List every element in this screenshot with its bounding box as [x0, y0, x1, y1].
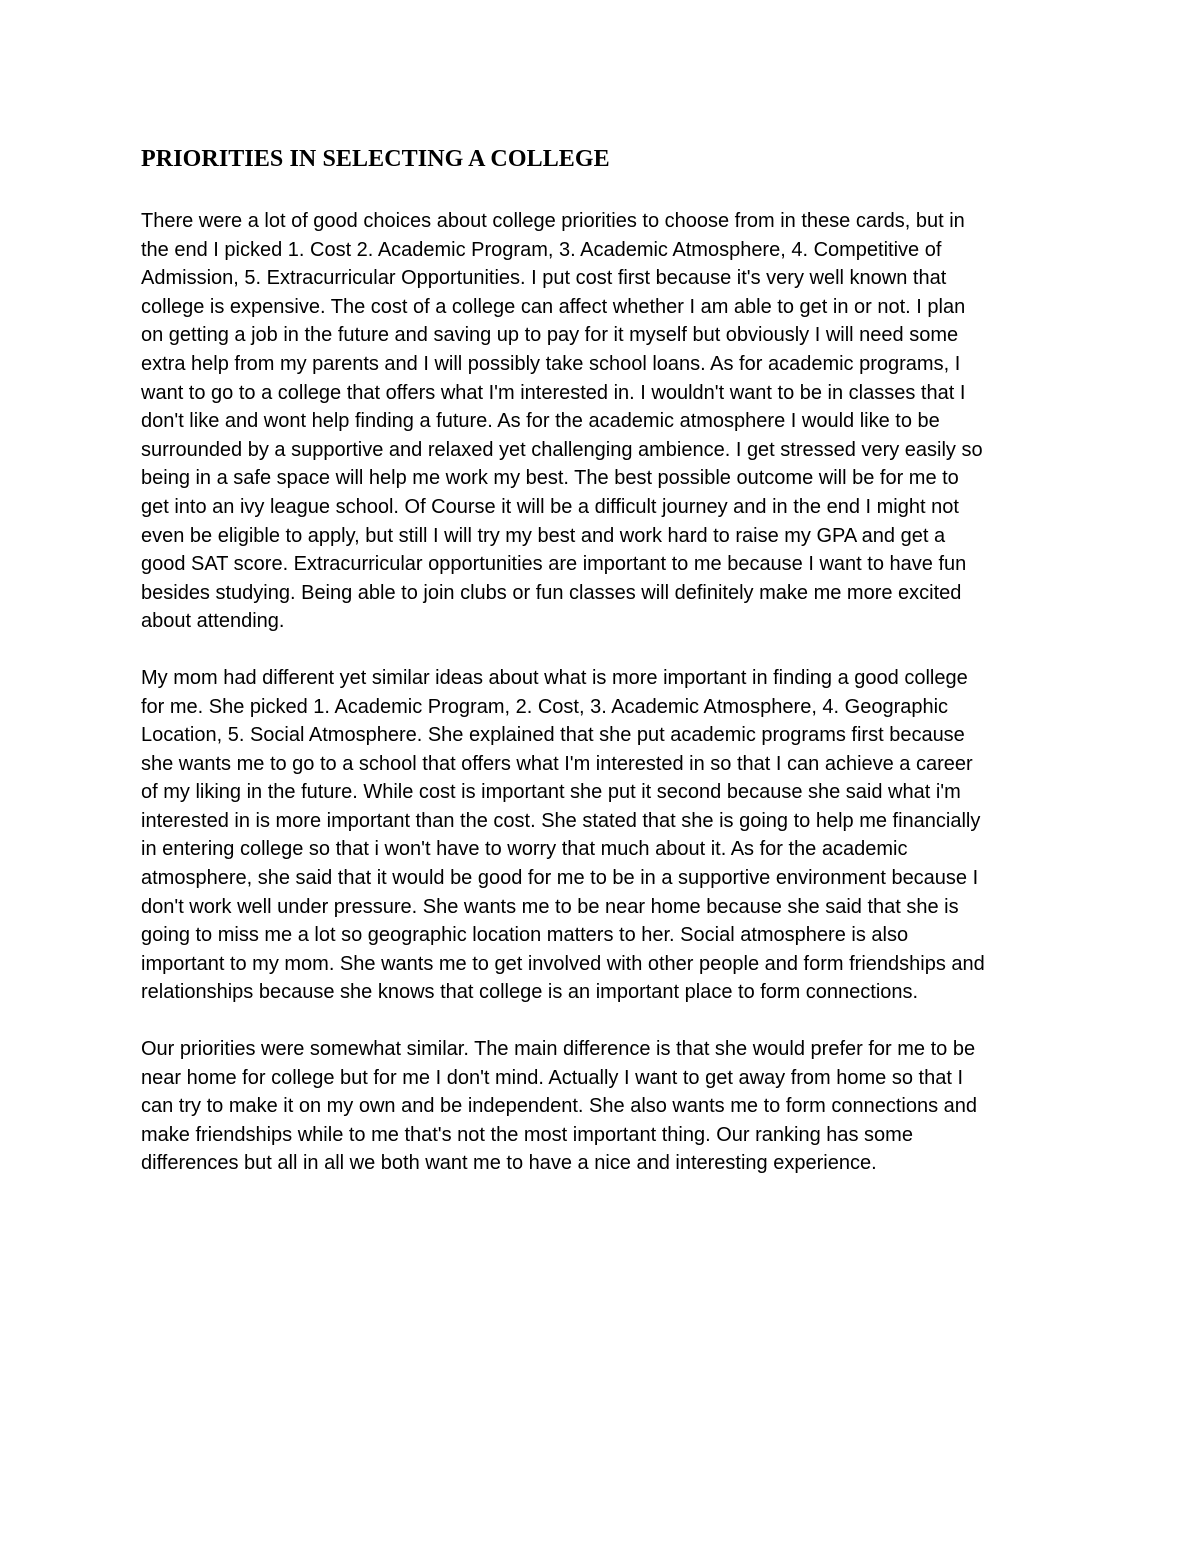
paragraph-line: college is expensive. The cost of a college can affect whether I am able to get in or not. I plan: [141, 295, 966, 318]
paragraph-line: even be eligible to apply, but still I will try my best and work hard to raise my GPA and get a: [141, 524, 946, 547]
paragraph-line: about attending.: [141, 610, 285, 633]
paragraph-line: want to go to a college that offers what I'm interested in. I wouldn't want to be in classes that I: [141, 381, 966, 404]
document-title: PRIORITIES IN SELECTING A COLLEGE: [141, 146, 610, 172]
paragraph-line: Location, 5. Social Atmosphere. She explained that she put academic programs first because: [141, 724, 965, 747]
paragraph-line: make friendships while to me that's not the most important thing. Our ranking has some: [141, 1123, 913, 1146]
paragraph-line: relationships because she knows that college is an important place to form connections.: [141, 981, 919, 1004]
paragraph-line: near home for college but for me I don't mind. Actually I want to get away from home so that I: [141, 1066, 964, 1089]
paragraph-line: extra help from my parents and I will possibly take school loans. As for academic programs, I: [141, 352, 961, 375]
paragraph-line: on getting a job in the future and saving up to pay for it myself but obviously I will need some: [141, 324, 959, 347]
paragraph-line: differences but all in all we both want me to have a nice and interesting experience.: [141, 1152, 877, 1175]
paragraph-line: don't work well under pressure. She wants me to be near home because she said that she is: [141, 895, 959, 918]
paragraph-line: the end I picked 1. Cost 2. Academic Program, 3. Academic Atmosphere, 4. Competitive of: [141, 238, 942, 261]
paragraph-1: [141, 207, 1059, 636]
paragraph-line: get into an ivy league school. Of Course it will be a difficult journey and in the end I might not: [141, 495, 959, 518]
document-body: [141, 144, 1059, 1206]
paragraph-line: for me. She picked 1. Academic Program, 2. Cost, 3. Academic Atmosphere, 4. Geographic: [141, 695, 949, 718]
paragraph-line: There were a lot of good choices about college priorities to choose from in these cards, but in: [141, 210, 965, 232]
paragraph-line: interested in is more important than the cost. She stated that she is going to help me financially: [141, 809, 981, 832]
paragraph-line: in entering college so that i won't have to worry that much about it. As for the academic: [141, 838, 908, 861]
paragraph-3: [141, 1035, 1059, 1178]
paragraph-2: [141, 664, 1059, 1007]
paragraph-line: My mom had different yet similar ideas about what is more important in finding a good college: [141, 666, 968, 689]
paragraph-line: Our priorities were somewhat similar. The main difference is that she would prefer for me to be: [141, 1038, 976, 1061]
paragraph-line: going to miss me a lot so geographic location matters to her. Social atmosphere is also: [141, 924, 909, 947]
paragraph-line: of my liking in the future. While cost is important she put it second because she said what i'm: [141, 781, 961, 804]
paragraph-line: can try to make it on my own and be independent. She also wants me to form connections and: [141, 1095, 978, 1118]
paragraph-line: don't like and wont help finding a future. As for the academic atmosphere I would like to be: [141, 410, 940, 433]
paragraph-line: she wants me to go to a school that offers what I'm interested in so that I can achieve a career: [141, 752, 973, 775]
paragraph-line: surrounded by a supportive and relaxed yet challenging ambience. I get stressed very easily so: [141, 438, 983, 461]
paragraph-line: important to my mom. She wants me to get involved with other people and form friendships and: [141, 952, 985, 975]
paragraph-line: being in a safe space will help me work my best. The best possible outcome will be for me to: [141, 467, 959, 490]
paragraph-line: Admission, 5. Extracurricular Opportunities. I put cost first because it's very well known that: [141, 267, 947, 290]
paragraph-line: atmosphere, she said that it would be good for me to be in a supportive environment because I: [141, 867, 979, 890]
paragraph-line: besides studying. Being able to join clubs or fun classes will definitely make me more excited: [141, 581, 962, 604]
paragraph-line: good SAT score. Extracurricular opportunities are important to me because I want to have fun: [141, 553, 967, 576]
